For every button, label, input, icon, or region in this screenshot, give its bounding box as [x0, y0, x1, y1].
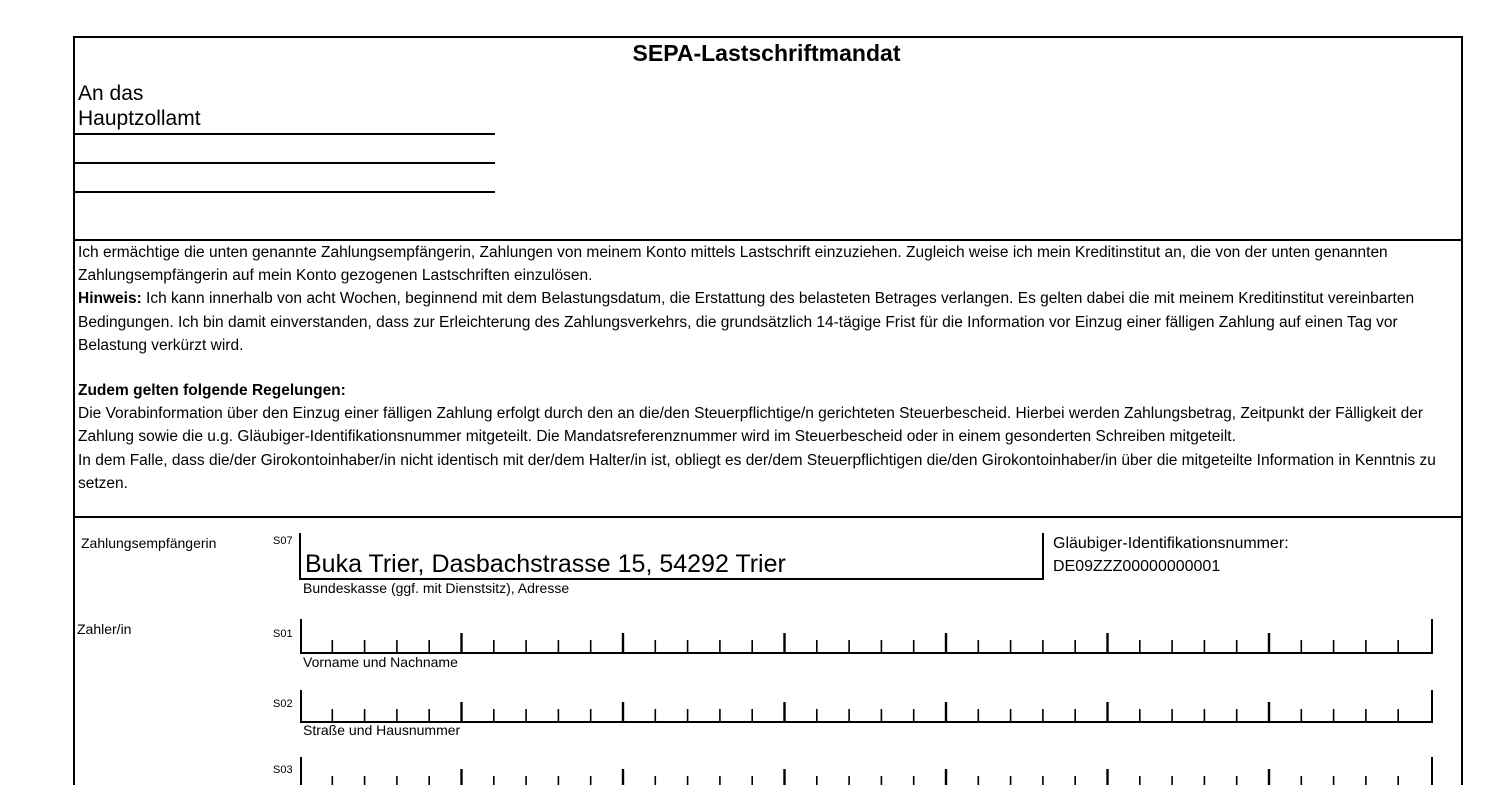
- rules-heading: Zudem gelten folgende Regelungen:: [78, 382, 346, 400]
- note-label: Hinweis:: [78, 290, 142, 308]
- addressee-line1: An das: [78, 82, 144, 105]
- addressee-blank-line-1[interactable]: [75, 162, 495, 164]
- street-comb-lines: [300, 690, 1433, 724]
- address-comb-lines: [300, 757, 1433, 785]
- street-comb-field[interactable]: [300, 690, 1433, 724]
- rules-text-1: Die Vorabinformation über den Einzug einer fälligen Zahlung erfolgt durch den an die/den Steuerpflichtige/n gerichteten Steuerbescheid. Hierbei werden Zahlungsbetrag, Zeitpunkt der Fälligkeit der Zahlung sowie die u.g. Gläubiger-Identifikationsnummer mitgeteilt. Die Mandatsreferenznummer wird im Steuerbescheid oder in einem gesonderten Schreiben mitgeteilt.: [78, 405, 1424, 446]
- name-comb-field[interactable]: [300, 619, 1433, 655]
- mandate-text-block: [78, 241, 1462, 495]
- addressee-line-rule: [75, 133, 495, 135]
- address-comb-field[interactable]: [300, 757, 1433, 785]
- payer-caption-s01: Vorname und Nachname: [303, 654, 458, 670]
- mandate-note: [78, 287, 1462, 357]
- rules-text-2: In dem Falle, dass die/der Girokontoinhaber/in nicht identisch mit der/dem Halter/in ist, obliegt es der/dem Steuerpflichtigen die/den Girokontoinhaber/in über die mitgeteilte Information in Kenntnis zu setzen.: [78, 451, 1436, 492]
- section-divider-bottom: [75, 516, 1463, 518]
- payer-caption-s02: Straße und Hausnummer: [303, 722, 461, 738]
- payer-label: Zahler/in: [77, 621, 132, 637]
- creditor-id-value: DE09ZZZ00000000001: [1053, 558, 1221, 575]
- payee-caption: Bundeskasse (ggf. mit Dienstsitz), Adresse: [303, 580, 570, 596]
- payer-field-code-s02: S02: [273, 698, 293, 710]
- payee-value: Buka Trier, Dasbachstrasse 15, 54292 Trier: [305, 550, 786, 578]
- addressee-blank-line-2[interactable]: [75, 191, 495, 193]
- payer-field-code-s01: S01: [273, 628, 293, 640]
- form-title: SEPA-Lastschriftmandat: [632, 40, 901, 66]
- creditor-id-label: Gläubiger-Identifikationsnummer:: [1053, 535, 1289, 552]
- name-comb-lines: [300, 619, 1433, 655]
- payer-field-code-s03: S03: [273, 764, 293, 776]
- mandate-intro: Ich ermächtige die unten genannte Zahlungsempfängerin, Zahlungen von meinem Konto mittels Lastschrift einzuziehen. Zugleich weise ich mein Kreditinstitut an, die von der unten genannten Zahlungsempfängerin auf mein Konto gezogenen Lastschriften einzulösen.: [78, 244, 1388, 285]
- note-text: Ich kann innerhalb von acht Wochen, beginnend mit dem Belastungsdatum, die Erstattung des belasteten Betrages verlangen. Es gelten dabei die mit meinem Kreditinstitut vereinbarten Bedingungen. Ich bin damit einverstanden, dass zur Erleichterung des Zahlungsverkehrs, die grundsätzlich 14-tägige Frist für die Information vor Einzug einer fälligen Zahlung auf einen Tag vor Belastung verkürzt wird.: [78, 290, 1415, 354]
- payee-label: Zahlungsempfängerin: [81, 535, 217, 551]
- payee-field-code: S07: [273, 535, 293, 547]
- addressee-line2: Hauptzollamt: [78, 107, 201, 130]
